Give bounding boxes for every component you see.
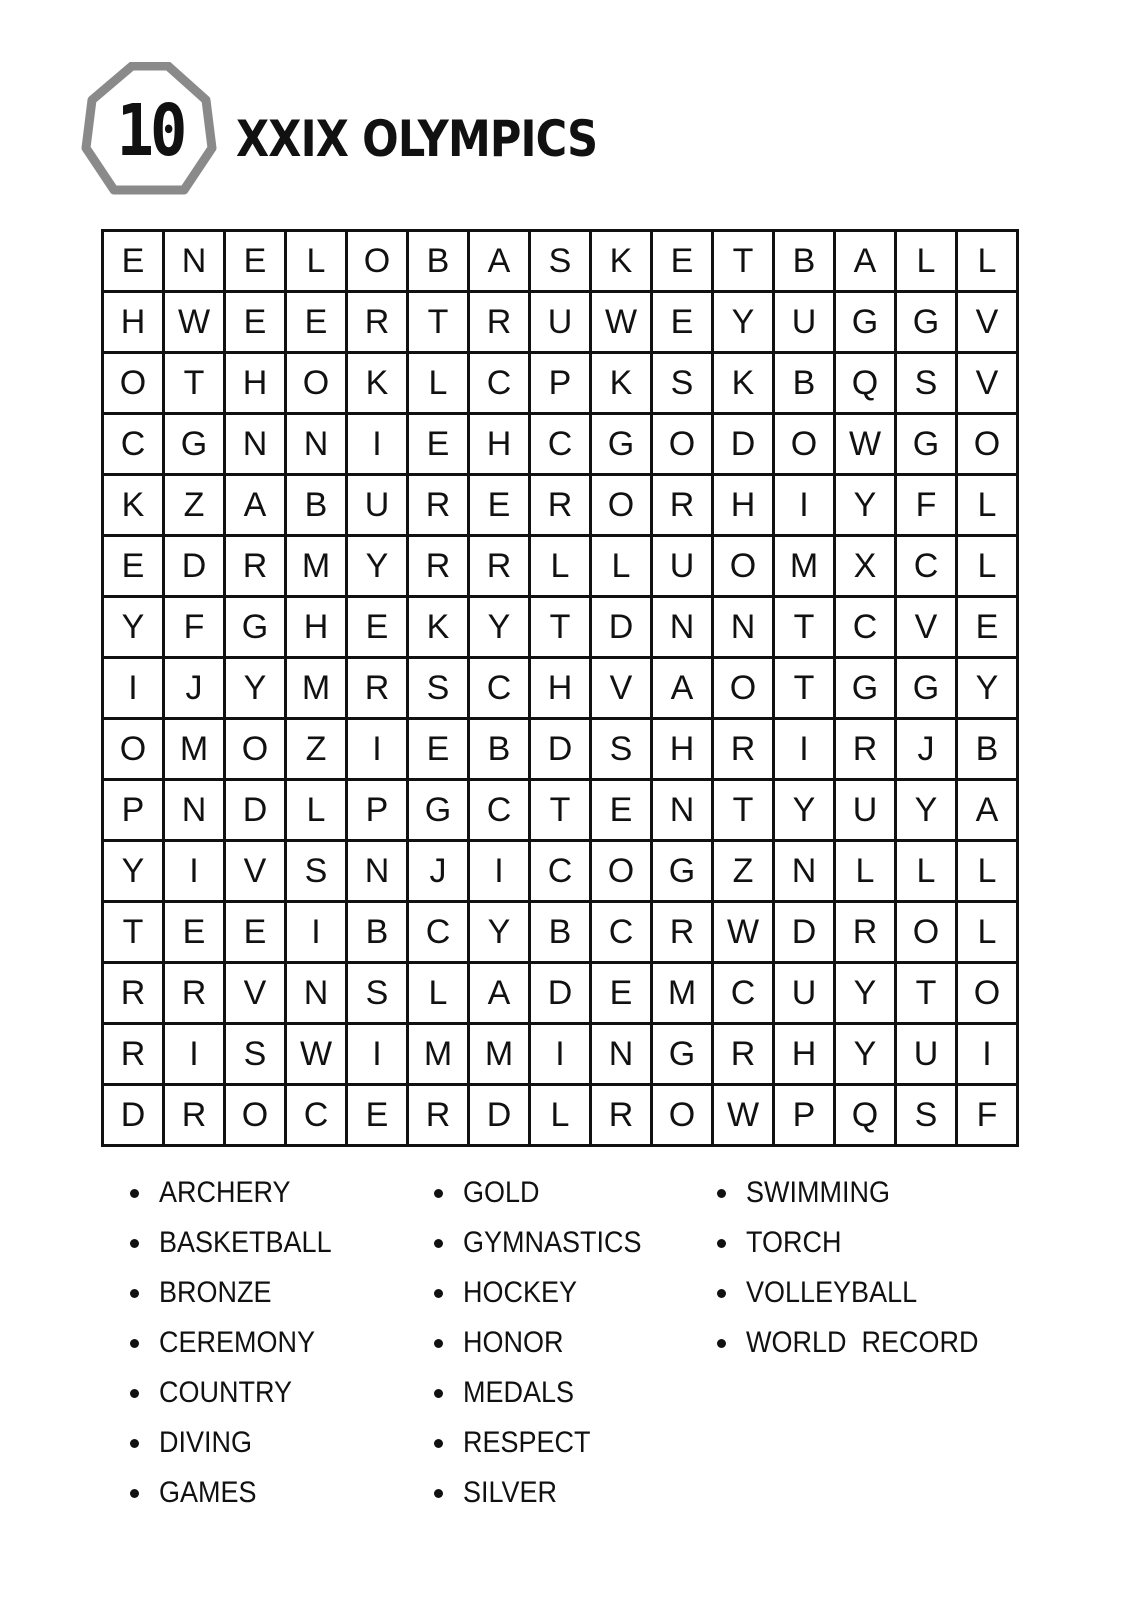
grid-cell: B: [348, 903, 409, 964]
grid-cell: L: [531, 537, 592, 598]
grid-cell: Y: [226, 659, 287, 720]
grid-cell: B: [958, 720, 1019, 781]
grid-cell: U: [653, 537, 714, 598]
grid-cell: Y: [836, 476, 897, 537]
word-list-item: [434, 1218, 661, 1268]
word-label: SWIMMING: [746, 1176, 890, 1209]
grid-cell: E: [409, 415, 470, 476]
grid-cell: T: [714, 232, 775, 293]
word-list-item: [434, 1318, 661, 1368]
grid-cell: C: [592, 903, 653, 964]
grid-cell: W: [592, 293, 653, 354]
grid-cell: K: [348, 354, 409, 415]
grid-cell: Z: [165, 476, 226, 537]
grid-cell: I: [531, 1025, 592, 1086]
grid-cell: T: [531, 781, 592, 842]
grid-cell: L: [958, 842, 1019, 903]
grid-cell: S: [226, 1025, 287, 1086]
grid-cell: Q: [836, 1086, 897, 1147]
grid-cell: S: [531, 232, 592, 293]
grid-cell: N: [226, 415, 287, 476]
grid-cell: T: [775, 659, 836, 720]
grid-cell: G: [226, 598, 287, 659]
grid-cell: Y: [958, 659, 1019, 720]
word-list-item: [434, 1418, 661, 1468]
grid-cell: Y: [470, 598, 531, 659]
grid-cell: R: [165, 964, 226, 1025]
word-label: BASKETBALL: [159, 1226, 332, 1259]
word-list-item: [130, 1318, 351, 1368]
word-list-item: [717, 1218, 1004, 1268]
word-list-item: [434, 1268, 661, 1318]
word-label: VOLLEYBALL: [746, 1276, 918, 1309]
grid-cell: C: [409, 903, 470, 964]
grid-cell: L: [836, 842, 897, 903]
grid-cell: G: [653, 1025, 714, 1086]
grid-cell: V: [958, 354, 1019, 415]
grid-cell: V: [226, 964, 287, 1025]
grid-cell: O: [958, 415, 1019, 476]
grid-cell: G: [897, 659, 958, 720]
grid-cell: U: [348, 476, 409, 537]
grid-cell: M: [165, 720, 226, 781]
grid-cell: I: [958, 1025, 1019, 1086]
page-title: XXIX OLYMPICS: [236, 110, 598, 168]
grid-cell: L: [958, 476, 1019, 537]
word-label: SILVER: [463, 1476, 558, 1509]
grid-cell: E: [348, 1086, 409, 1147]
grid-cell: K: [592, 354, 653, 415]
grid-cell: N: [165, 781, 226, 842]
grid-cell: R: [470, 537, 531, 598]
grid-cell: D: [470, 1086, 531, 1147]
grid-cell: W: [714, 903, 775, 964]
grid-cell: I: [165, 1025, 226, 1086]
grid-cell: H: [470, 415, 531, 476]
grid-cell: R: [165, 1086, 226, 1147]
bullet-icon: [434, 1489, 443, 1498]
word-list-item: [130, 1468, 351, 1518]
word-label: CEREMONY: [159, 1326, 316, 1359]
grid-cell: O: [592, 476, 653, 537]
bullet-icon: [130, 1189, 139, 1198]
grid-cell: N: [287, 964, 348, 1025]
grid-cell: W: [165, 293, 226, 354]
grid-cell: J: [165, 659, 226, 720]
word-list-item: [130, 1268, 351, 1318]
grid-cell: C: [897, 537, 958, 598]
grid-cell: G: [836, 293, 897, 354]
grid-cell: G: [409, 781, 470, 842]
grid-cell: R: [714, 1025, 775, 1086]
grid-cell: M: [287, 659, 348, 720]
grid-cell: K: [714, 354, 775, 415]
grid-cell: A: [226, 476, 287, 537]
grid-cell: O: [775, 415, 836, 476]
grid-cell: R: [531, 476, 592, 537]
grid-cell: O: [104, 354, 165, 415]
grid-cell: L: [409, 354, 470, 415]
word-list-item: [717, 1318, 1004, 1368]
grid-cell: L: [287, 781, 348, 842]
grid-cell: M: [287, 537, 348, 598]
grid-cell: D: [531, 720, 592, 781]
grid-cell: Y: [104, 842, 165, 903]
grid-cell: O: [287, 354, 348, 415]
grid-cell: I: [775, 720, 836, 781]
grid-cell: D: [165, 537, 226, 598]
grid-cell: H: [775, 1025, 836, 1086]
grid-cell: E: [104, 537, 165, 598]
grid-cell: D: [226, 781, 287, 842]
grid-cell: E: [653, 293, 714, 354]
grid-cell: S: [897, 354, 958, 415]
grid-cell: G: [592, 415, 653, 476]
word-list-item: [130, 1218, 351, 1268]
grid-cell: L: [531, 1086, 592, 1147]
grid-cell: Y: [836, 964, 897, 1025]
grid-cell: P: [104, 781, 165, 842]
grid-cell: E: [592, 781, 653, 842]
grid-cell: R: [470, 293, 531, 354]
grid-cell: P: [348, 781, 409, 842]
grid-cell: T: [897, 964, 958, 1025]
grid-cell: V: [958, 293, 1019, 354]
bullet-icon: [434, 1189, 443, 1198]
grid-cell: I: [348, 720, 409, 781]
grid-cell: E: [226, 903, 287, 964]
word-list-column: [434, 1168, 661, 1518]
grid-cell: E: [409, 720, 470, 781]
grid-cell: Y: [104, 598, 165, 659]
grid-cell: R: [348, 293, 409, 354]
bullet-icon: [434, 1339, 443, 1348]
grid-cell: Y: [470, 903, 531, 964]
grid-cell: A: [470, 964, 531, 1025]
word-list-item: [130, 1168, 351, 1218]
grid-cell: Y: [775, 781, 836, 842]
grid-cell: T: [531, 598, 592, 659]
grid-cell: N: [287, 415, 348, 476]
grid-cell: L: [958, 903, 1019, 964]
grid-cell: S: [409, 659, 470, 720]
grid-cell: S: [653, 354, 714, 415]
grid-cell: E: [226, 293, 287, 354]
bullet-icon: [130, 1439, 139, 1448]
grid-cell: G: [897, 293, 958, 354]
word-list: [0, 1168, 1142, 1548]
grid-cell: U: [775, 293, 836, 354]
word-list-item: [717, 1268, 1004, 1318]
grid-cell: A: [653, 659, 714, 720]
grid-cell: Z: [714, 842, 775, 903]
bullet-icon: [434, 1239, 443, 1248]
puzzle-number-badge: [80, 62, 220, 204]
bullet-icon: [434, 1439, 443, 1448]
grid-cell: X: [836, 537, 897, 598]
grid-cell: E: [348, 598, 409, 659]
grid-cell: O: [226, 1086, 287, 1147]
grid-cell: O: [653, 1086, 714, 1147]
grid-cell: C: [470, 781, 531, 842]
grid-cell: B: [470, 720, 531, 781]
word-list-item: [130, 1368, 351, 1418]
grid-cell: P: [531, 354, 592, 415]
grid-cell: I: [165, 842, 226, 903]
grid-cell: G: [897, 415, 958, 476]
grid-cell: R: [653, 476, 714, 537]
bullet-icon: [130, 1489, 139, 1498]
bullet-icon: [130, 1289, 139, 1298]
grid-cell: W: [714, 1086, 775, 1147]
grid-cell: F: [958, 1086, 1019, 1147]
word-label: RESPECT: [463, 1426, 591, 1459]
bullet-icon: [130, 1389, 139, 1398]
word-search-grid: [101, 229, 1019, 1147]
grid-cell: R: [653, 903, 714, 964]
grid-cell: A: [470, 232, 531, 293]
grid-cell: D: [592, 598, 653, 659]
bullet-icon: [717, 1289, 726, 1298]
grid-cell: R: [348, 659, 409, 720]
grid-cell: S: [287, 842, 348, 903]
grid-cell: L: [897, 842, 958, 903]
grid-cell: T: [165, 354, 226, 415]
bullet-icon: [434, 1389, 443, 1398]
grid-cell: K: [409, 598, 470, 659]
grid-cell: E: [958, 598, 1019, 659]
grid-cell: A: [958, 781, 1019, 842]
grid-cell: S: [897, 1086, 958, 1147]
grid-cell: H: [226, 354, 287, 415]
word-list-item: [434, 1468, 661, 1518]
word-list-item: [434, 1168, 661, 1218]
grid-cell: R: [409, 537, 470, 598]
grid-cell: R: [409, 1086, 470, 1147]
grid-cell: Z: [287, 720, 348, 781]
grid-cell: L: [958, 232, 1019, 293]
grid-cell: V: [897, 598, 958, 659]
grid-cell: O: [592, 842, 653, 903]
grid-cell: T: [409, 293, 470, 354]
grid-cell: O: [714, 659, 775, 720]
grid-cell: N: [592, 1025, 653, 1086]
grid-cell: S: [592, 720, 653, 781]
grid-cell: R: [592, 1086, 653, 1147]
grid-cell: L: [897, 232, 958, 293]
word-list-column: [130, 1168, 351, 1518]
grid-cell: B: [775, 354, 836, 415]
grid-cell: P: [775, 1086, 836, 1147]
grid-cell: O: [653, 415, 714, 476]
bullet-icon: [130, 1339, 139, 1348]
grid-cell: C: [104, 415, 165, 476]
grid-cell: K: [592, 232, 653, 293]
grid-cell: V: [226, 842, 287, 903]
grid-cell: I: [348, 1025, 409, 1086]
bullet-icon: [717, 1189, 726, 1198]
grid-cell: O: [226, 720, 287, 781]
word-list-item: [130, 1418, 351, 1468]
grid-cell: S: [348, 964, 409, 1025]
word-label: GAMES: [159, 1476, 257, 1509]
grid-cell: C: [531, 842, 592, 903]
grid-cell: H: [531, 659, 592, 720]
grid-cell: R: [836, 903, 897, 964]
grid-cell: Y: [714, 293, 775, 354]
grid-cell: R: [104, 1025, 165, 1086]
grid-cell: U: [531, 293, 592, 354]
grid-cell: B: [287, 476, 348, 537]
grid-cell: C: [287, 1086, 348, 1147]
grid-cell: B: [531, 903, 592, 964]
grid-cell: E: [226, 232, 287, 293]
grid-cell: M: [775, 537, 836, 598]
grid-cell: C: [836, 598, 897, 659]
grid-cell: N: [714, 598, 775, 659]
word-label: ARCHERY: [159, 1176, 291, 1209]
grid-cell: E: [287, 293, 348, 354]
grid-cell: R: [714, 720, 775, 781]
grid-cell: F: [165, 598, 226, 659]
grid-cell: E: [470, 476, 531, 537]
grid-cell: N: [775, 842, 836, 903]
word-label: GYMNASTICS: [463, 1226, 642, 1259]
grid-cell: Y: [897, 781, 958, 842]
word-label: WORLD RECORD: [746, 1326, 979, 1359]
grid-cell: D: [531, 964, 592, 1025]
grid-cell: T: [775, 598, 836, 659]
grid-cell: C: [470, 354, 531, 415]
word-label: HOCKEY: [463, 1276, 578, 1309]
word-label: MEDALS: [463, 1376, 575, 1409]
word-list-item: [434, 1368, 661, 1418]
grid-cell: C: [470, 659, 531, 720]
grid-cell: N: [653, 781, 714, 842]
grid-cell: E: [653, 232, 714, 293]
grid-cell: Y: [348, 537, 409, 598]
grid-cell: Y: [836, 1025, 897, 1086]
grid-cell: V: [592, 659, 653, 720]
grid-cell: N: [348, 842, 409, 903]
grid-cell: H: [714, 476, 775, 537]
grid-cell: W: [836, 415, 897, 476]
word-label: HONOR: [463, 1326, 564, 1359]
grid-cell: D: [104, 1086, 165, 1147]
grid-cell: H: [104, 293, 165, 354]
grid-cell: E: [104, 232, 165, 293]
grid-cell: H: [653, 720, 714, 781]
grid-cell: B: [775, 232, 836, 293]
grid-cell: G: [653, 842, 714, 903]
grid-cell: N: [165, 232, 226, 293]
bullet-icon: [717, 1239, 726, 1248]
word-label: TORCH: [746, 1226, 842, 1259]
grid-cell: D: [714, 415, 775, 476]
grid-cell: I: [470, 842, 531, 903]
grid-cell: I: [775, 476, 836, 537]
grid-cell: U: [897, 1025, 958, 1086]
grid-cell: G: [165, 415, 226, 476]
grid-cell: U: [775, 964, 836, 1025]
word-label: BRONZE: [159, 1276, 272, 1309]
grid-cell: O: [104, 720, 165, 781]
grid-cell: O: [958, 964, 1019, 1025]
grid-cell: L: [287, 232, 348, 293]
grid-cell: J: [897, 720, 958, 781]
word-label: DIVING: [159, 1426, 253, 1459]
grid-cell: D: [775, 903, 836, 964]
grid-cell: E: [592, 964, 653, 1025]
grid-cell: C: [531, 415, 592, 476]
grid-cell: H: [287, 598, 348, 659]
grid-cell: R: [409, 476, 470, 537]
bullet-icon: [717, 1339, 726, 1348]
bullet-icon: [130, 1239, 139, 1248]
word-label: GOLD: [463, 1176, 540, 1209]
grid-cell: T: [104, 903, 165, 964]
grid-cell: L: [958, 537, 1019, 598]
grid-cell: I: [287, 903, 348, 964]
grid-cell: E: [165, 903, 226, 964]
grid-cell: F: [897, 476, 958, 537]
word-list-item: [717, 1168, 1004, 1218]
grid-cell: O: [714, 537, 775, 598]
grid-cell: O: [897, 903, 958, 964]
grid-cell: W: [287, 1025, 348, 1086]
grid-cell: M: [409, 1025, 470, 1086]
grid-cell: I: [348, 415, 409, 476]
grid-cell: N: [653, 598, 714, 659]
grid-cell: K: [104, 476, 165, 537]
grid-cell: O: [348, 232, 409, 293]
grid-cell: L: [592, 537, 653, 598]
bullet-icon: [434, 1289, 443, 1298]
grid-cell: J: [409, 842, 470, 903]
grid-cell: U: [836, 781, 897, 842]
grid-cell: Q: [836, 354, 897, 415]
grid-cell: M: [470, 1025, 531, 1086]
grid-cell: L: [409, 964, 470, 1025]
grid-cell: T: [714, 781, 775, 842]
grid-cell: A: [836, 232, 897, 293]
grid-cell: R: [226, 537, 287, 598]
grid-cell: R: [104, 964, 165, 1025]
grid-cell: R: [836, 720, 897, 781]
grid-cell: C: [714, 964, 775, 1025]
word-label: COUNTRY: [159, 1376, 293, 1409]
grid-cell: G: [836, 659, 897, 720]
word-list-column: [717, 1168, 1004, 1368]
grid-cell: I: [104, 659, 165, 720]
grid-cell: B: [409, 232, 470, 293]
puzzle-number: 10: [116, 88, 184, 173]
grid-cell: M: [653, 964, 714, 1025]
